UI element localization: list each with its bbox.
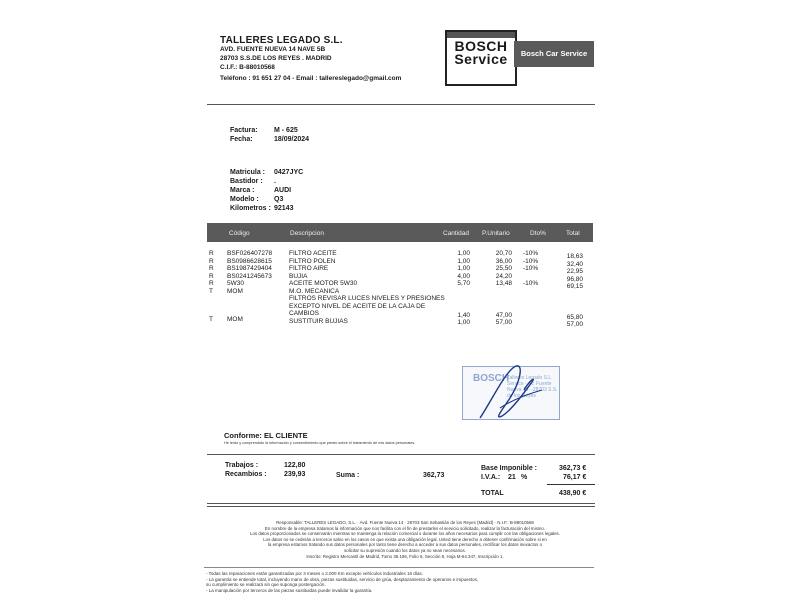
- company-cif: C.I.F.: B-88010568: [220, 64, 275, 71]
- company-address-2: 28703 S.S.DE LOS REYES . MADRID: [220, 55, 332, 62]
- vehicle-label: Bastidor :: [230, 178, 263, 185]
- mecanica-price: 47,00: [495, 312, 512, 319]
- table-header: [207, 223, 593, 242]
- row-type: R: [209, 257, 214, 265]
- col-total-values: [565, 253, 583, 291]
- company-address-1: AVD. FUENTE NUEVA 14 NAVE 5B: [220, 46, 326, 53]
- row-total: 69,15: [566, 283, 583, 290]
- row-desc: BUJIA: [289, 272, 308, 280]
- vehicle-info: [230, 168, 303, 213]
- row-code: 5W30: [227, 280, 244, 287]
- totals-bottom-divider: [207, 503, 595, 504]
- factura-label: Factura:: [230, 127, 258, 134]
- mecanica-total: 65,80: [566, 314, 583, 321]
- row-total: 18,63: [566, 253, 583, 260]
- legal-line: Los datos proporcionados se conservarán mientras se mantenga la relación comercial o durante los años necesarios para cumplir con las obligaciones legales.: [250, 531, 560, 537]
- row-desc: FILTRO ACEITE: [289, 250, 337, 257]
- row-price: 13,48: [495, 280, 512, 287]
- iva-pct-sign: %: [521, 474, 528, 481]
- mecanica-qty: 1,40: [457, 312, 470, 319]
- trabajos-label: Trabajos :: [225, 462, 259, 469]
- col-descripcion: Descripcion: [290, 230, 324, 237]
- row-code: BS0241245673: [227, 272, 272, 280]
- iva-underline: [547, 484, 595, 485]
- stamp-brand: BOSCH: [473, 373, 510, 384]
- row-desc: FILTRO AIRE: [289, 265, 329, 272]
- vehicle-value: 0427JYC: [274, 169, 304, 176]
- recambios-label: Recambios :: [225, 471, 267, 478]
- vehicle-label: Kilometros :: [230, 205, 271, 212]
- table-body: [0, 250, 800, 330]
- row-type: R: [209, 250, 214, 257]
- warranty-line: - La manipulación por terceros de las piezas sustituidas puede invalidar la garantía.: [206, 587, 373, 593]
- row-qty: 5,70: [457, 280, 470, 287]
- legal-line: En nombre de la empresa tratamos la información que nos facilita con el fin de prestarles el servicio solicitado, realizar la facturación del mismo.: [264, 525, 546, 531]
- row-code: MOM: [227, 287, 243, 295]
- row-total: 96,80: [566, 275, 583, 283]
- row-type: T: [209, 287, 213, 295]
- row-qty: 1,00: [457, 257, 470, 265]
- legal-inscripcion: Inscrito: Registro Mercantil de Madrid, Tomo 36.196, Folio 6, Sección 8, Hoja M-64.347, Inscripción 1.: [306, 553, 504, 559]
- col-codigo: Código: [229, 230, 250, 237]
- warranty-notes: [206, 571, 596, 593]
- base-label: Base Imponible :: [481, 465, 538, 472]
- row-type: R: [209, 265, 214, 272]
- row-desc: ACEITE MOTOR 5W30: [289, 280, 358, 287]
- invoice-meta: [230, 126, 309, 144]
- row-total: 22,95: [566, 268, 583, 275]
- row-desc: M.O. MECANICA: [289, 287, 340, 295]
- row-dto: -10%: [523, 280, 539, 287]
- legal-line: la empresa estamos tratando sus datos personales por tanto tiene derecho a acceder a sus datos personales, rectificar los datos inexactos o: [267, 542, 543, 548]
- col-dto: Dto%: [530, 230, 546, 237]
- bosch-service-logo: [445, 30, 517, 86]
- row-dto: -10%: [523, 257, 539, 265]
- row-price: 24,20: [495, 272, 512, 280]
- legal-line: Los datos no se cederán a terceros salvo en los casos en que exista una obligación legal. Usted tiene derecho a obtener confirmación sobre si en: [263, 536, 547, 542]
- bujias-desc: SUSTITUIR BUJIAS: [289, 318, 348, 325]
- totals-top-divider: [207, 454, 595, 455]
- suma-label: Suma :: [336, 472, 360, 479]
- col-type-values: [209, 250, 214, 295]
- row-dto: -10%: [523, 250, 539, 257]
- col-dto-values: [523, 250, 538, 288]
- row-qty: 4,00: [457, 272, 470, 280]
- row-type: R: [209, 272, 214, 280]
- col-total: Total: [566, 230, 580, 237]
- trabajos-value: 122,80: [284, 462, 306, 469]
- col-price-values: [490, 250, 512, 288]
- suma-value: 362,73: [423, 472, 445, 479]
- fecha-value: 18/09/2024: [274, 136, 310, 143]
- legal-divider: [204, 567, 594, 568]
- legal-line: solicitar su supresión cuando los datos ya no sean necesarios.: [344, 547, 466, 553]
- bujias-total: 57,00: [566, 321, 583, 328]
- iva-value: 76,17 €: [563, 474, 587, 481]
- base-value: 362,73 €: [559, 465, 587, 472]
- logo-service-text: Service: [454, 51, 508, 67]
- col-qty-values: [455, 250, 470, 288]
- iva-label: I.V.A.:: [481, 474, 501, 481]
- row-type: R: [209, 280, 214, 287]
- factura-value: M - 625: [274, 127, 298, 134]
- warranty-line: - Todas las reparaciones están garantizadas por 3 meses o 2.000 Km excepto vehículos industriales 15 días.: [206, 571, 424, 576]
- col-cantidad: Cantidad: [443, 230, 470, 237]
- company-name: TALLERES LEGADO S.L.: [220, 35, 343, 46]
- row-qty: 1,00: [457, 250, 470, 257]
- row-price: 36,00: [495, 257, 512, 265]
- signature: [472, 360, 552, 424]
- vehicle-value: Q3: [274, 196, 284, 203]
- mecanica-note: FILTROS REVISAR LUCES NIVELES Y PRESIONES EXCEPTO NIVEL DE ACEITE DE LA CAJA DE CAMBIOS: [289, 295, 445, 317]
- row-dto: -10%: [523, 265, 539, 272]
- recambios-value: 239,93: [284, 471, 306, 478]
- iva-pct: 21: [508, 474, 516, 481]
- conforme-title: Conforme: EL CLIENTE: [224, 431, 308, 440]
- row-price: 25,50: [495, 265, 512, 272]
- legal-privacy-block: [200, 520, 610, 559]
- col-precio: P.Unitario: [482, 230, 510, 237]
- col-code-values: [227, 250, 272, 295]
- vehicle-label: Marca :: [230, 187, 255, 194]
- vehicle-label: Modelo :: [230, 196, 259, 203]
- legal-responsable: Responsable: TALLERES LEGADO, S.L. · Avd. Fuente Nueva 14 · 28703 San Sebastián de los Reyes (Madrid) · N.I.F.: B-88010568: [276, 520, 534, 525]
- col-desc-values: [289, 250, 449, 318]
- header-divider: [207, 104, 595, 105]
- row-price: 20,70: [495, 250, 512, 257]
- row-total: 32,40: [566, 260, 583, 268]
- bujias-code: MOM: [227, 316, 243, 323]
- bosch-car-service-banner: Bosch Car Service: [514, 41, 594, 67]
- row-code: BS0986628615: [227, 257, 272, 265]
- row-code: BSF026407278: [227, 250, 273, 257]
- bujias-price: 57,00: [495, 319, 512, 326]
- warranty-line: su cumplimiento se realizará sin que suponga postergación.: [206, 582, 326, 588]
- row-dto: [523, 273, 538, 281]
- row-code: BS1987429404: [227, 265, 272, 272]
- company-block: [220, 36, 343, 72]
- row-qty: 1,00: [457, 265, 470, 272]
- vehicle-value: .: [274, 178, 276, 185]
- totals-bottom-divider-2: [207, 506, 595, 507]
- total-label: TOTAL: [481, 490, 504, 497]
- logo-bosch-text: BOSCH: [454, 38, 508, 54]
- bujias-qty: 1,00: [457, 319, 470, 326]
- stamp-text: Talleres Legado S.L. Service · Av. Fuente Nueva 14 · 28703 S.S. de los Reyes: [507, 375, 558, 399]
- row-desc: FILTRO POLEN: [289, 257, 336, 265]
- company-contact: Teléfono : 91 651 27 04 - Email : tallereslegado@gmail.com: [220, 75, 402, 82]
- fecha-label: Fecha:: [230, 136, 253, 143]
- vehicle-value: AUDI: [274, 187, 292, 194]
- bujias-type: T: [209, 316, 213, 323]
- vehicle-label: Matricula :: [230, 169, 266, 176]
- conforme-text: He leído y comprendido la información y consentimiento que presto sobre el tratamiento de mis datos personales.: [224, 441, 416, 445]
- total-value: 438,90 €: [559, 490, 587, 497]
- vehicle-value: 92143: [274, 205, 294, 212]
- warranty-line: - La garantía se entiende total, incluyendo mano de obra, piezas sustituidas, servicio de grúa, desplazamiento de operarios e impuestos,: [206, 576, 479, 582]
